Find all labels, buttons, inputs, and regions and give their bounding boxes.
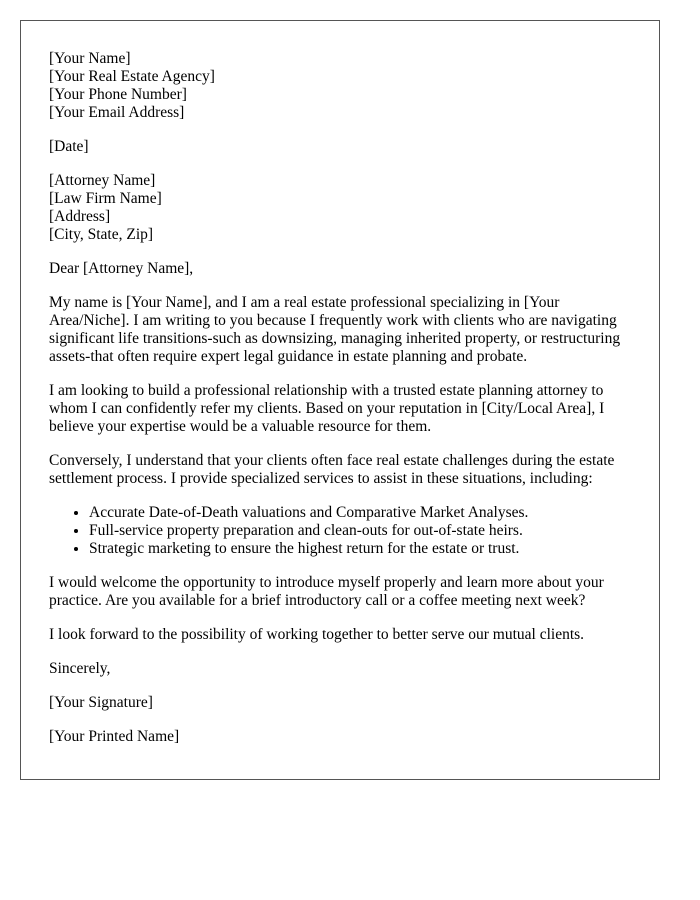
body-paragraph-closing: I look forward to the possibility of working together to better serve our mutual clients. <box>49 626 585 643</box>
list-item: • Accurate Date-of-Death valuations and Comparative Market Analyses. <box>89 504 631 522</box>
sender-phone: [Your Phone Number] <box>49 86 187 103</box>
salutation: Dear [Attorney Name], <box>49 260 194 277</box>
body-paragraph-relationship: I am looking to build a professional relationship with a trusted estate planning attorney to whom I can confidently refer my clients. Based on your reputation in [City/Local Area], I believe your expertise would be a valuable resource for them. <box>49 382 605 435</box>
recipient-block <box>49 172 631 244</box>
recipient-name: [Attorney Name] <box>49 172 156 189</box>
sign-off: Sincerely, <box>49 660 111 677</box>
recipient-firm: [Law Firm Name] <box>49 190 162 207</box>
list-item: • Strategic marketing to ensure the highest return for the estate or trust. <box>89 540 631 558</box>
sender-name: [Your Name] <box>49 50 131 67</box>
signature-placeholder: [Your Signature] <box>49 694 153 711</box>
body-paragraph-intro: My name is [Your Name], and I am a real estate professional specializing in [Your Area/Niche]. I am writing to you because I frequently work with clients who are navigating significant life transitions-such as downsizing, managing inherited property, or restructuring assets-that often require expert legal guidance in estate planning and probate. <box>49 294 621 365</box>
sender-email: [Your Email Address] <box>49 104 185 121</box>
date-block <box>49 138 631 156</box>
recipient-city-state-zip: [City, State, Zip] <box>49 226 154 243</box>
printed-name: [Your Printed Name] <box>49 728 180 745</box>
body-paragraph-invitation: I would welcome the opportunity to introduce myself properly and learn more about your practice. Are you available for a brief introductory call or a coffee meeting next week? <box>49 574 604 609</box>
recipient-address: [Address] <box>49 208 111 225</box>
sender-block <box>49 50 631 122</box>
letter-date: [Date] <box>49 138 89 155</box>
list-item: • Full-service property preparation and clean-outs for out-of-state heirs. <box>89 522 631 540</box>
services-list <box>49 504 631 558</box>
body-paragraph-services: Conversely, I understand that your clients often face real estate challenges during the estate settlement process. I provide specialized services to assist in these situations, including: <box>49 452 615 487</box>
letter-document <box>20 20 660 780</box>
sender-agency: [Your Real Estate Agency] <box>49 68 215 85</box>
